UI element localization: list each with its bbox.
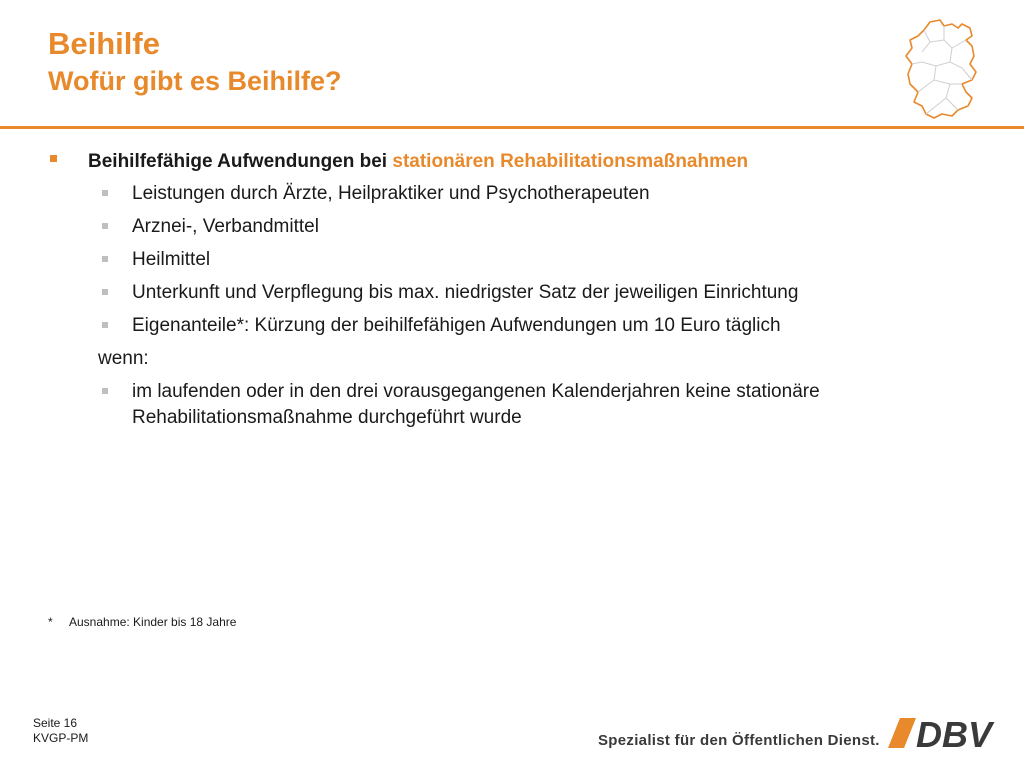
dbv-logo-text: DBV: [916, 716, 993, 750]
slide-title: Beihilfe: [48, 26, 160, 61]
sub-bullet: Unterkunft und Verpflegung bis max. niedrigster Satz der jeweiligen Einrichtung: [132, 282, 799, 303]
germany-map-icon: [900, 18, 988, 120]
page-info: [33, 716, 88, 746]
sub-bullet-square-icon: [102, 190, 108, 196]
document-code: KVGP-PM: [33, 731, 89, 745]
sub-bullet-square-icon: [102, 256, 108, 262]
sub-bullet: Leistungen durch Ärzte, Heilpraktiker und Psychotherapeuten: [132, 183, 650, 204]
page-number: Seite 16: [33, 716, 78, 730]
bullet-square-icon: [50, 155, 57, 162]
sub-bullet: Heilmittel: [132, 249, 211, 270]
condition-bullet-line-2: Rehabilitationsmaßnahme durchgeführt wurde: [132, 407, 522, 428]
sub-bullet-square-icon: [102, 223, 108, 229]
main-bullet-prefix: Beihilfefähige Aufwendungen bei: [88, 151, 393, 172]
condition-label: wenn:: [98, 348, 149, 369]
sub-bullet-square-icon: [102, 388, 108, 394]
slide-subtitle: Wofür gibt es Beihilfe?: [48, 66, 342, 96]
header-divider: [0, 126, 1024, 129]
sub-bullet: Arznei-, Verbandmittel: [132, 216, 319, 237]
sub-bullet: Eigenanteile*: Kürzung der beihilfefähigen Aufwendungen um 10 Euro täglich: [132, 315, 781, 336]
footnote: [48, 614, 236, 630]
main-bullet-highlight: stationären Rehabilitationsmaßnahmen: [392, 151, 749, 172]
dbv-logo: [886, 716, 1004, 750]
footnote-marker: *: [48, 615, 53, 629]
sub-bullet-square-icon: [102, 322, 108, 328]
company-slogan: Spezialist für den Öffentlichen Dienst.: [598, 732, 880, 749]
condition-bullet-line-1: im laufenden oder in den drei vorausgegangenen Kalenderjahren keine stationäre: [132, 381, 820, 402]
footnote-text: Ausnahme: Kinder bis 18 Jahre: [69, 615, 237, 629]
main-bullet: [88, 148, 748, 176]
sub-bullet-square-icon: [102, 289, 108, 295]
